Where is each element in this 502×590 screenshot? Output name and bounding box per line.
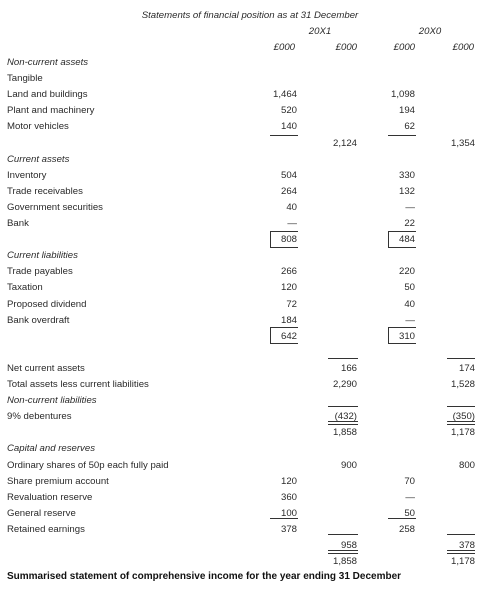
amount-col1: 72 bbox=[286, 299, 297, 310]
line-item-label: Land and buildings bbox=[7, 89, 88, 100]
total-rule bbox=[388, 247, 416, 248]
amount-col4: 1,528 bbox=[450, 379, 475, 390]
total-underline bbox=[328, 421, 358, 422]
amount-col3: 1,098 bbox=[390, 89, 415, 100]
amount-col3: 40 bbox=[404, 299, 415, 310]
subtotal-rule bbox=[270, 518, 298, 519]
amount-col1: — bbox=[287, 218, 297, 229]
total-rule bbox=[270, 247, 298, 248]
total-box-left bbox=[270, 327, 271, 343]
line-item-label: Retained earnings bbox=[7, 524, 85, 535]
amount-col2: 2,290 bbox=[332, 379, 357, 390]
subtotal-rule bbox=[328, 406, 358, 407]
subtotal-rule bbox=[447, 358, 475, 359]
line-item-label: Net current assets bbox=[7, 363, 85, 374]
total-underline-second bbox=[328, 424, 358, 425]
line-item-label: Government securities bbox=[7, 202, 103, 213]
amount-col2: (432) bbox=[334, 411, 357, 422]
line-item-label: Trade receivables bbox=[7, 186, 83, 197]
total-underline-second bbox=[447, 424, 475, 425]
units-header-col3: £000 bbox=[393, 42, 415, 53]
units-header-col1: £000 bbox=[273, 42, 295, 53]
amount-col3: 62 bbox=[404, 121, 415, 132]
income-statement-heading: Summarised statement of comprehensive income for the year ending 31 December bbox=[7, 571, 402, 582]
amount-col3: 258 bbox=[398, 524, 415, 535]
section-heading: Capital and reserves bbox=[7, 443, 95, 454]
total-underline bbox=[328, 550, 358, 551]
line-item-label: Trade payables bbox=[7, 266, 73, 277]
amount-col1: 520 bbox=[280, 105, 297, 116]
amount-col3: 132 bbox=[398, 186, 415, 197]
amount-col2: 166 bbox=[340, 363, 357, 374]
amount-col1: 264 bbox=[280, 186, 297, 197]
amount-col1: 120 bbox=[280, 476, 297, 487]
total-rule bbox=[388, 343, 416, 344]
amount-col1: 140 bbox=[280, 121, 297, 132]
amount-col1: 266 bbox=[280, 266, 297, 277]
section-heading: Current liabilities bbox=[7, 250, 78, 261]
amount-col4: 1,354 bbox=[450, 138, 475, 149]
amount-col3: 194 bbox=[398, 105, 415, 116]
amount-col3: 220 bbox=[398, 266, 415, 277]
total-rule bbox=[270, 343, 298, 344]
line-item-label: Plant and machinery bbox=[7, 105, 95, 116]
amount-col1: 120 bbox=[280, 282, 297, 293]
subtotal-rule bbox=[388, 135, 416, 136]
amount-col4: 800 bbox=[458, 460, 475, 471]
amount-col3: 22 bbox=[404, 218, 415, 229]
amount-col2: 958 bbox=[340, 540, 357, 551]
amount-col1: 360 bbox=[280, 492, 297, 503]
line-item-label: Bank overdraft bbox=[7, 315, 70, 326]
units-header-col4: £000 bbox=[452, 42, 474, 53]
amount-col3: 310 bbox=[398, 331, 415, 342]
units-header-col2: £000 bbox=[335, 42, 357, 53]
amount-col3: 50 bbox=[404, 282, 415, 293]
subtotal-rule bbox=[270, 135, 298, 136]
year-header-20x0: 20X0 bbox=[418, 26, 442, 37]
amount-col2: 1,858 bbox=[332, 427, 357, 438]
line-item-label: Tangible bbox=[7, 73, 43, 84]
total-underline-second bbox=[447, 553, 475, 554]
line-item-label: Revaluation reserve bbox=[7, 492, 93, 503]
line-item-label: Inventory bbox=[7, 170, 47, 181]
amount-col4: 1,178 bbox=[450, 556, 475, 567]
line-item-label: Bank bbox=[7, 218, 29, 229]
total-underline bbox=[447, 421, 475, 422]
line-item-label: Share premium account bbox=[7, 476, 109, 487]
amount-col3: 50 bbox=[404, 508, 415, 519]
amount-col1: 378 bbox=[280, 524, 297, 535]
line-item-label: Proposed dividend bbox=[7, 299, 87, 310]
year-header-20x1: 20X1 bbox=[308, 26, 332, 37]
amount-col3: — bbox=[405, 315, 415, 326]
amount-col4: 174 bbox=[458, 363, 475, 374]
section-heading: Current assets bbox=[7, 154, 70, 165]
total-underline bbox=[447, 550, 475, 551]
subtotal-rule bbox=[270, 231, 298, 232]
amount-col3: 330 bbox=[398, 170, 415, 181]
amount-col3: 70 bbox=[404, 476, 415, 487]
amount-col4: 378 bbox=[458, 540, 475, 551]
line-item-label: Total assets less current liabilities bbox=[7, 379, 149, 390]
statement-title: Statements of financial position as at 31 December bbox=[141, 10, 359, 21]
subtotal-rule bbox=[388, 518, 416, 519]
amount-col1: 184 bbox=[280, 315, 297, 326]
line-item-label: Taxation bbox=[7, 282, 43, 293]
section-heading: Non-current assets bbox=[7, 57, 89, 68]
amount-col1: 1,464 bbox=[272, 89, 297, 100]
amount-col2: 900 bbox=[340, 460, 357, 471]
subtotal-rule bbox=[388, 231, 416, 232]
subtotal-rule bbox=[328, 358, 358, 359]
subtotal-rule bbox=[447, 534, 475, 535]
total-underline-second bbox=[328, 553, 358, 554]
total-box-left bbox=[270, 231, 271, 247]
line-item-label: Ordinary shares of 50p each fully paid bbox=[7, 460, 169, 471]
amount-col1: 808 bbox=[280, 234, 297, 245]
amount-col1: 642 bbox=[280, 331, 297, 342]
amount-col1: 100 bbox=[280, 508, 297, 519]
amount-col4: (350) bbox=[452, 411, 475, 422]
section-heading: Non-current liabilities bbox=[7, 395, 97, 406]
subtotal-rule bbox=[328, 534, 358, 535]
amount-col4: 1,178 bbox=[450, 427, 475, 438]
amount-col2: 1,858 bbox=[332, 556, 357, 567]
line-item-label: General reserve bbox=[7, 508, 76, 519]
subtotal-rule bbox=[270, 327, 298, 328]
amount-col3: 484 bbox=[398, 234, 415, 245]
subtotal-rule bbox=[447, 406, 475, 407]
subtotal-rule bbox=[388, 327, 416, 328]
amount-col1: 40 bbox=[286, 202, 297, 213]
total-box-left bbox=[388, 327, 389, 343]
amount-col1: 504 bbox=[280, 170, 297, 181]
line-item-label: Motor vehicles bbox=[7, 121, 69, 132]
total-box-left bbox=[388, 231, 389, 247]
amount-col3: — bbox=[405, 202, 415, 213]
amount-col2: 2,124 bbox=[332, 138, 357, 149]
line-item-label: 9% debentures bbox=[7, 411, 72, 422]
amount-col3: — bbox=[405, 492, 415, 503]
